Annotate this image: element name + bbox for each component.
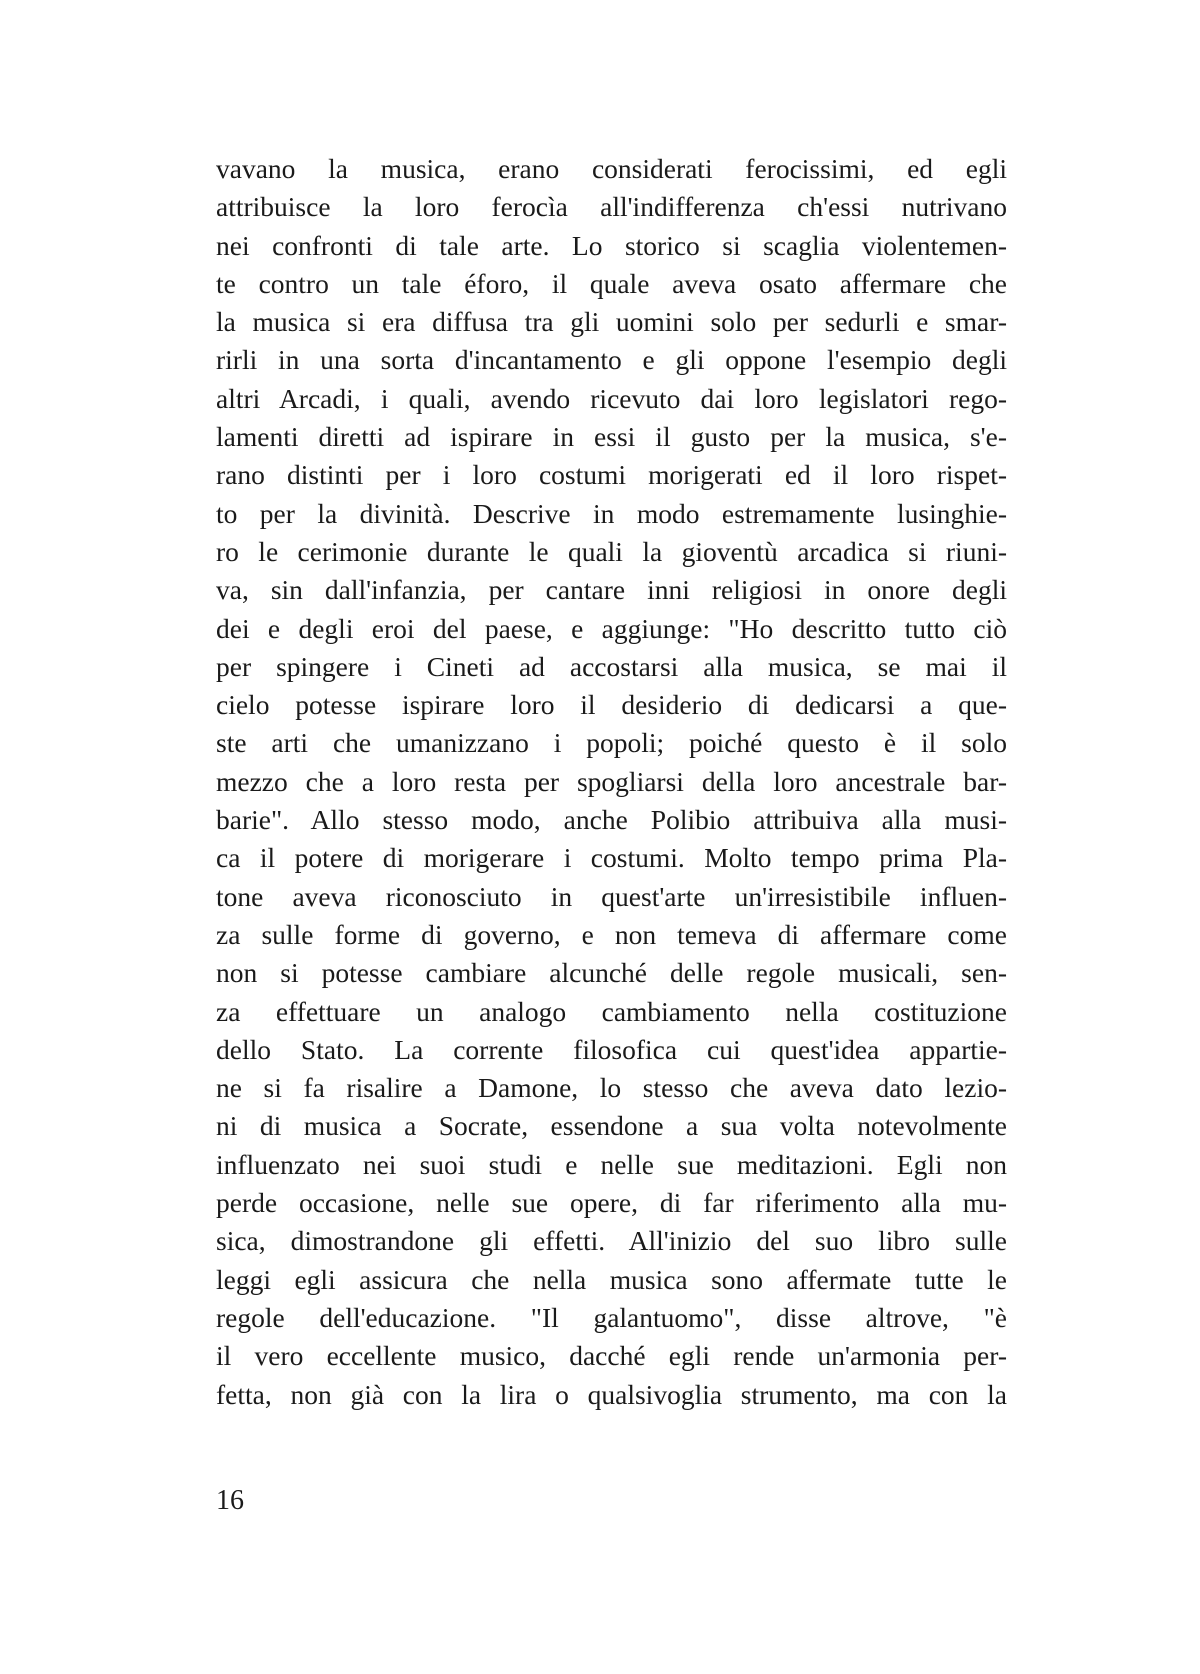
text-line: va, sin dall'infanzia, per cantare inni religiosi in onore degli	[216, 574, 1007, 606]
text-line: ne si fa risalire a Damone, lo stesso che aveva dato lezio-	[216, 1072, 1007, 1104]
text-line: dei e degli eroi del paese, e aggiunge: "Ho descritto tutto ciò	[216, 612, 1007, 644]
text-line: rano distinti per i loro costumi morigerati ed il loro rispet-	[216, 459, 1007, 491]
text-line: altri Arcadi, i quali, avendo ricevuto dai loro legislatori rego-	[216, 382, 1007, 414]
text-line: mezzo che a loro resta per spogliarsi della loro ancestrale bar-	[216, 765, 1007, 797]
text-line: attribuisce la loro ferocìa all'indifferenza ch'essi nutrivano	[216, 191, 1007, 223]
page-number: 16	[216, 1485, 244, 1516]
text-line: il vero eccellente musico, dacché egli rende un'armonia per-	[216, 1340, 1007, 1372]
text-line: regole dell'educazione. "Il galantuomo", disse altrove, "è	[216, 1301, 1007, 1333]
text-line: za sulle forme di governo, e non temeva di affermare come	[216, 918, 1007, 950]
text-line: dello Stato. La corrente filosofica cui quest'idea appartie-	[216, 1033, 1007, 1065]
text-line: nei confronti di tale arte. Lo storico si scaglia violentemen-	[216, 229, 1007, 261]
text-line: vavano la musica, erano considerati ferocissimi, ed egli	[216, 153, 1007, 184]
text-line: te contro un tale éforo, il quale aveva osato affermare che	[216, 267, 1007, 299]
text-line: barie". Allo stesso modo, anche Polibio attribuiva alla musi-	[216, 804, 1007, 836]
text-line: to per la divinità. Descrive in modo estremamente lusinghie-	[216, 497, 1007, 529]
text-line: sica, dimostrandone gli effetti. All'inizio del suo libro sulle	[216, 1225, 1007, 1257]
text-line: tone aveva riconosciuto in quest'arte un'irresistibile influen-	[216, 880, 1007, 912]
text-line: fetta, non già con la lira o qualsivoglia strumento, ma con la	[216, 1378, 1007, 1410]
text-line: ste arti che umanizzano i popoli; poiché questo è il solo	[216, 727, 1007, 759]
body-text	[216, 150, 1007, 1414]
text-line: cielo potesse ispirare loro il desiderio di dedicarsi a que-	[216, 689, 1007, 721]
text-line: ni di musica a Socrate, essendone a sua volta notevolmente	[216, 1110, 1007, 1142]
text-line: rirli in una sorta d'incantamento e gli oppone l'esempio degli	[216, 344, 1007, 376]
text-line: leggi egli assicura che nella musica sono affermate tutte le	[216, 1263, 1007, 1295]
text-line: ro le cerimonie durante le quali la gioventù arcadica si riuni-	[216, 535, 1007, 567]
text-line: za effettuare un analogo cambiamento nella costituzione	[216, 995, 1007, 1027]
text-line: perde occasione, nelle sue opere, di far riferimento alla mu-	[216, 1187, 1007, 1219]
text-line: ca il potere di morigerare i costumi. Molto tempo prima Pla-	[216, 842, 1007, 874]
text-line: non si potesse cambiare alcunché delle regole musicali, sen-	[216, 957, 1007, 989]
text-line: per spingere i Cineti ad accostarsi alla musica, se mai il	[216, 650, 1007, 682]
text-line: influenzato nei suoi studi e nelle sue meditazioni. Egli non	[216, 1148, 1007, 1180]
text-line: la musica si era diffusa tra gli uomini solo per sedurli e smar-	[216, 306, 1007, 338]
text-line: lamenti diretti ad ispirare in essi il gusto per la musica, s'e-	[216, 421, 1007, 453]
